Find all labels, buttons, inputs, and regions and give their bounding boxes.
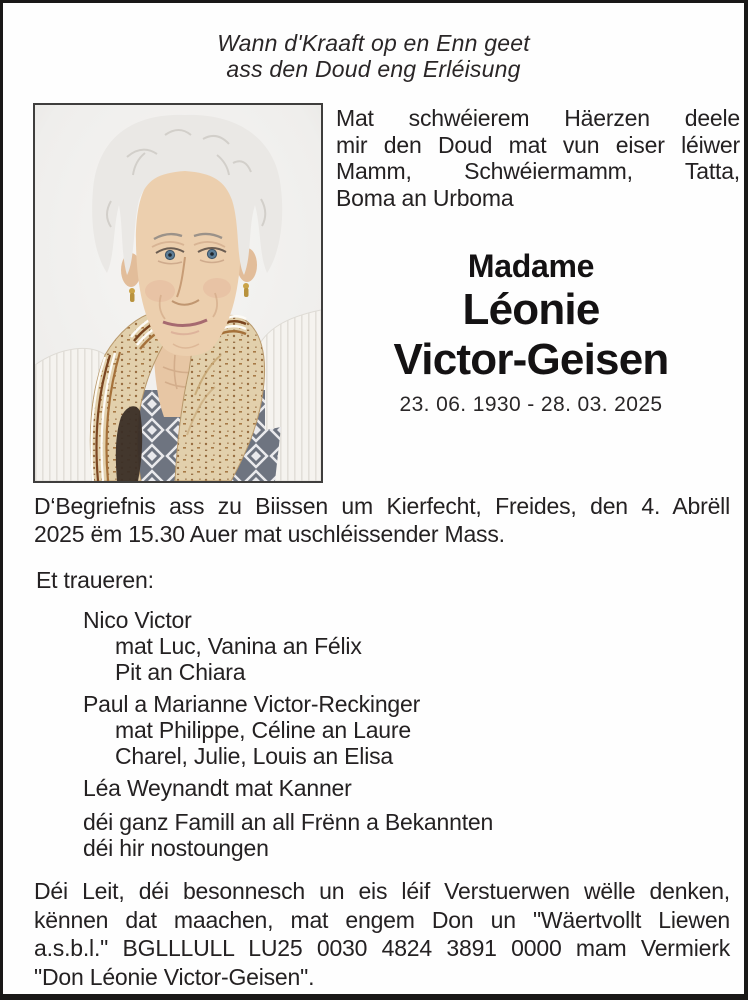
mourners-heading: Et traueren: [36, 567, 154, 593]
mourner-group [36, 607, 726, 685]
honorific: Madame [467, 248, 595, 284]
mourner-line: Léa Weynandt mat Kanner [83, 775, 352, 801]
mourner-line: déi hir nostoungen [83, 835, 269, 861]
donation-line: "Don Léonie Victor-Geisen". [34, 963, 315, 990]
donation-line: a.s.b.l." BGLLLULL LU25 0030 4824 3891 0000 mam Vermierk [34, 935, 730, 961]
mourner-group [36, 775, 726, 801]
epigraph-line: ass den Doud eng Erléisung [226, 56, 521, 82]
mourner-line: Nico Victor [83, 607, 192, 633]
mourners-section [36, 567, 726, 861]
donation-paragraph [34, 877, 730, 991]
intro-line: Boma an Urboma [336, 184, 514, 211]
intro-paragraph [336, 105, 740, 211]
mourner-line: Paul a Marianne Victor-Reckinger [83, 691, 421, 717]
mourner-line: Charel, Julie, Louis an Elisa [115, 743, 394, 769]
mourner-line: mat Luc, Vanina an Félix [115, 633, 362, 659]
mourner-group [36, 809, 726, 861]
deceased-name-block [336, 247, 726, 417]
funeral-line: 2025 ëm 15.30 Auer mat uschléissender Mass. [34, 521, 505, 547]
donation-line: kënnen dat maachen, mat engem Don un "Wäertvollt Liewen [34, 906, 730, 933]
mourner-group [36, 691, 726, 769]
funeral-line: D‘Begriefnis ass zu Biissen um Kierfecht, Freides, den 4. Abrëll [34, 493, 730, 519]
portrait-illustration [35, 105, 321, 481]
mourner-line: mat Philippe, Céline an Laure [115, 717, 411, 743]
intro-line: mir den Doud mat vun eiser léiwer [336, 131, 740, 158]
mourner-line: Pit an Chiara [115, 659, 246, 685]
funeral-info [34, 492, 730, 548]
epigraph-line: Wann d'Kraaft op en Enn geet [217, 30, 530, 56]
donation-line: Déi Leit, déi besonnesch un eis léif Verstuerwen wëlle denken, [34, 878, 730, 904]
life-dates: 23. 06. 1930 - 28. 03. 2025 [399, 393, 663, 416]
first-name: Léonie [462, 285, 600, 334]
intro-line: Mat schwéierem Häerzen deele [336, 105, 740, 131]
intro-line: Mamm, Schwéiermamm, Tatta, [336, 158, 740, 184]
epigraph [3, 30, 744, 82]
mourner-line: déi ganz Famill an all Frënn a Bekannten [83, 809, 494, 835]
last-name: Victor-Geisen [393, 335, 669, 384]
portrait-photo [33, 103, 323, 483]
